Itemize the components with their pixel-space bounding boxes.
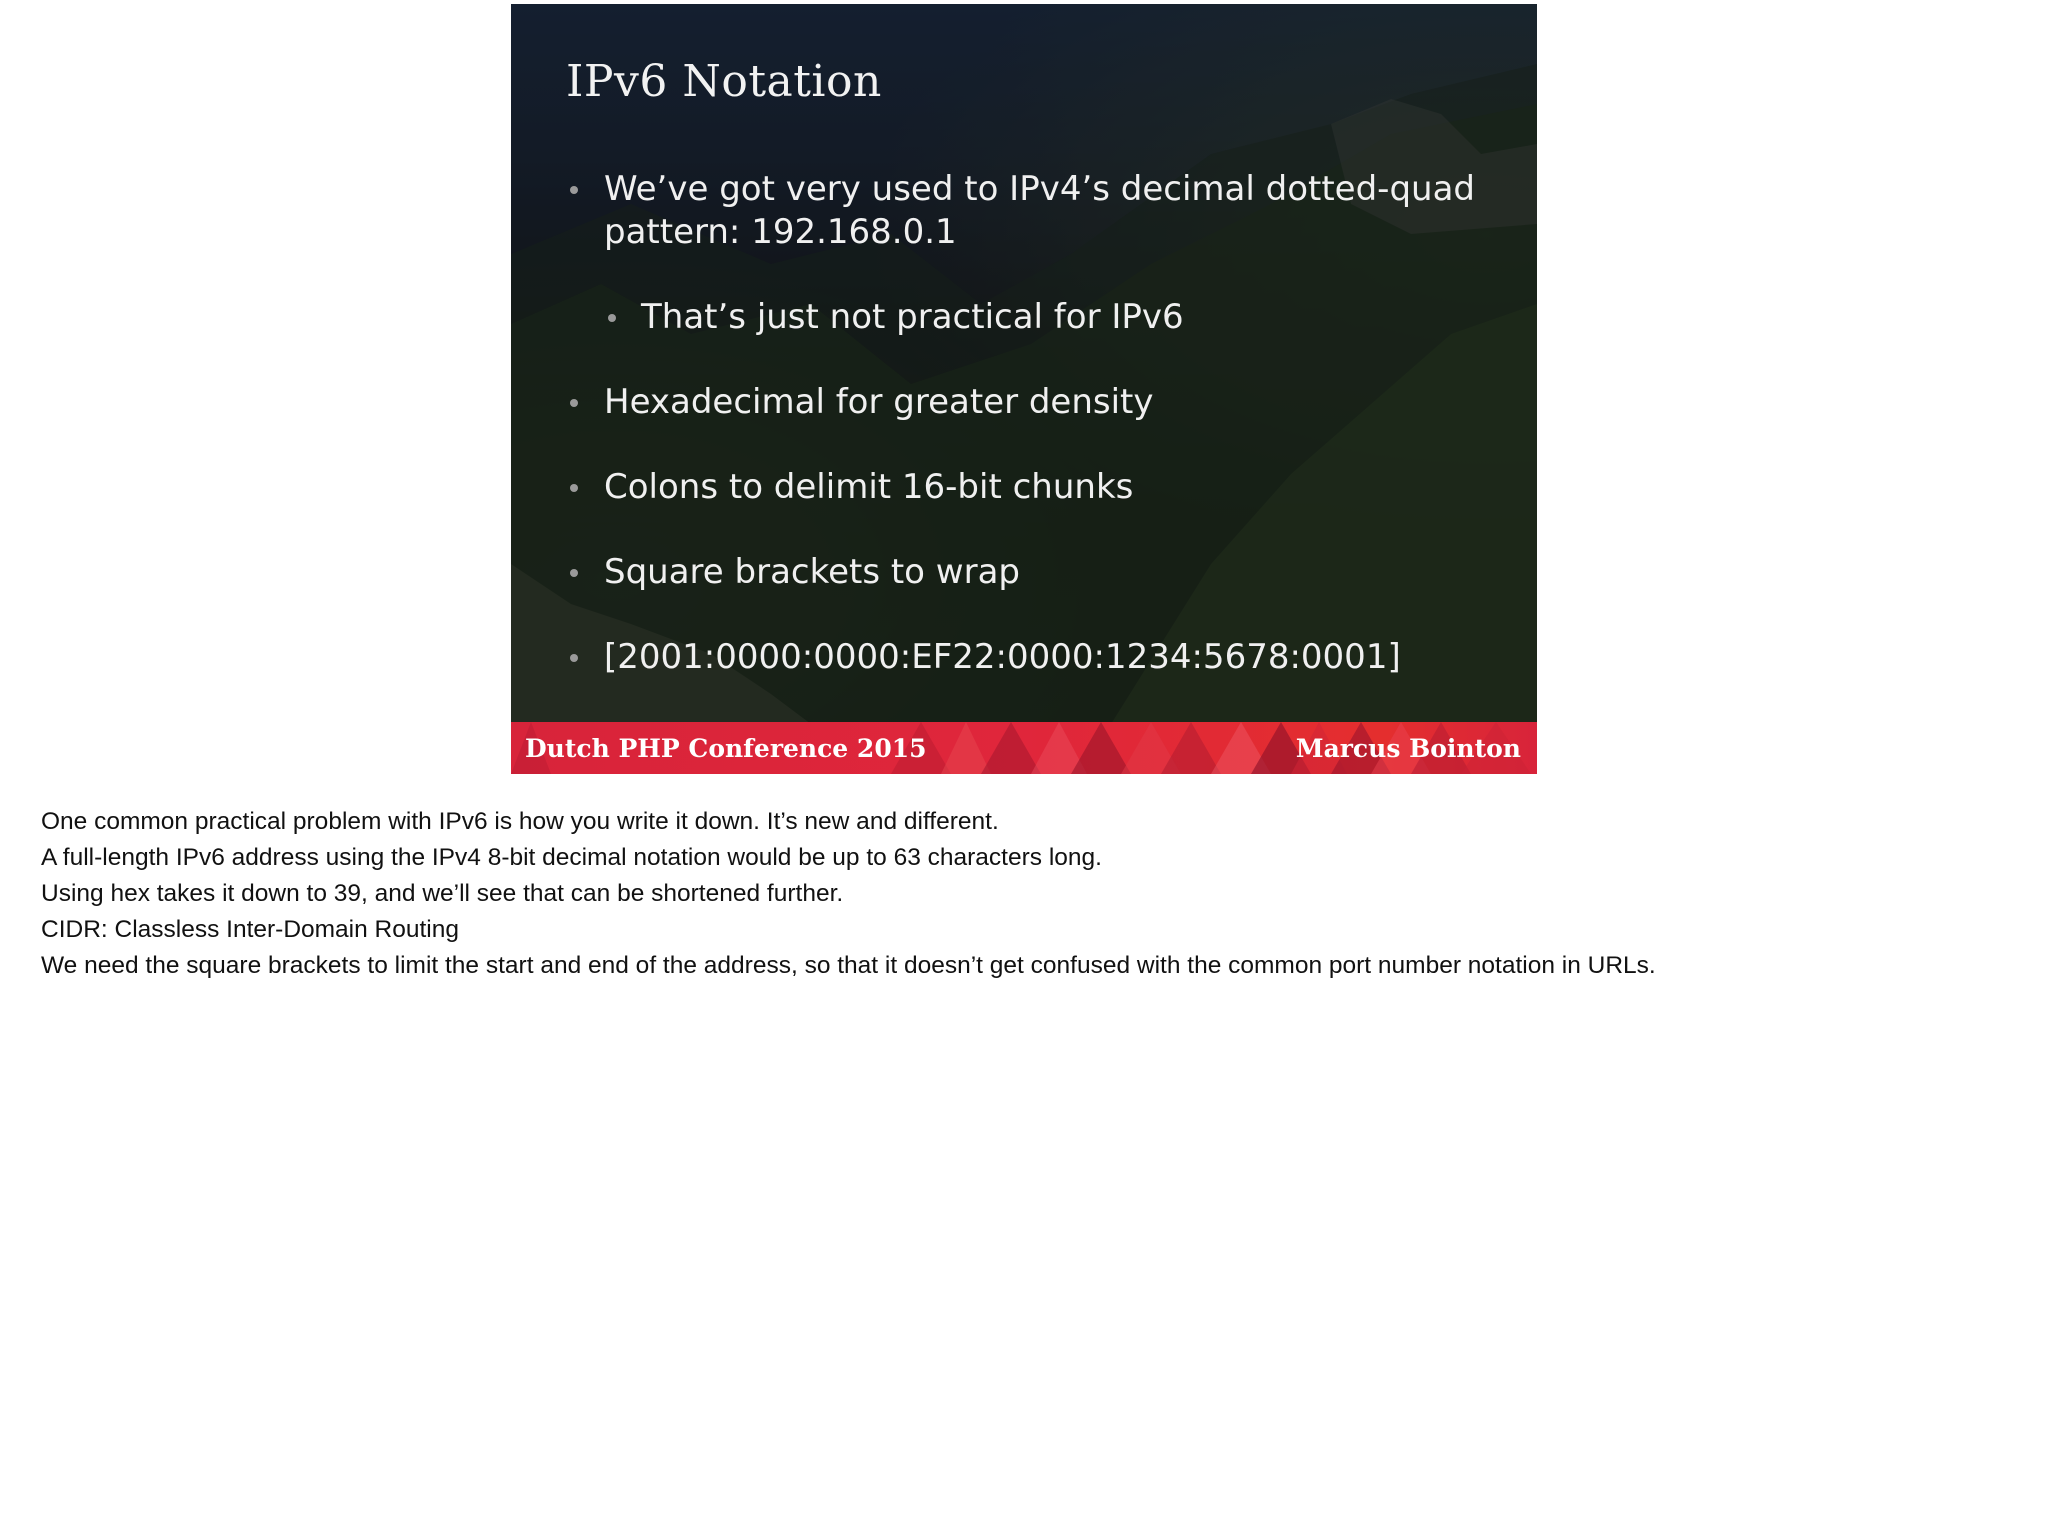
note-line: Using hex takes it down to 39, and we’ll see that can be shortened further. bbox=[41, 880, 844, 907]
note-line: One common practical problem with IPv6 is how you write it down. It’s new and different. bbox=[41, 808, 999, 835]
bullet-text: That’s just not practical for IPv6 bbox=[641, 297, 1184, 337]
bullet-dot-icon bbox=[570, 399, 578, 407]
bullet-item bbox=[566, 636, 1506, 679]
bullet-dot-icon bbox=[570, 186, 578, 194]
sub-bullet-item bbox=[566, 296, 1506, 339]
note-line: We need the square brackets to limit the start and end of the address, so that it doesn’t get confused with the common port number notation in URLs. bbox=[41, 952, 1656, 979]
bullet-text: We’ve got very used to IPv4’s decimal dotted-quad pattern: 192.168.0.1 bbox=[604, 169, 1476, 252]
bullet-text: Colons to delimit 16-bit chunks bbox=[604, 467, 1134, 507]
bullet-item bbox=[566, 168, 1506, 254]
bullet-dot-icon bbox=[608, 314, 616, 322]
bullet-item bbox=[566, 381, 1506, 424]
bullet-item bbox=[566, 466, 1506, 509]
presentation-slide bbox=[511, 4, 1537, 774]
bullet-dot-icon bbox=[570, 484, 578, 492]
bullet-dot-icon bbox=[570, 569, 578, 577]
bullet-text: Square brackets to wrap bbox=[604, 552, 1020, 592]
presenter-notes bbox=[41, 804, 2001, 984]
slide-title: IPv6 Notation bbox=[566, 56, 882, 107]
note-line: CIDR: Classless Inter-Domain Routing bbox=[41, 916, 459, 943]
bullet-list bbox=[566, 168, 1506, 721]
bullet-text: [2001:0000:0000:EF22:0000:1234:5678:0001] bbox=[604, 637, 1401, 677]
bullet-item bbox=[566, 551, 1506, 594]
bullet-text: Hexadecimal for greater density bbox=[604, 382, 1154, 422]
conference-name: Dutch PHP Conference 2015 bbox=[525, 734, 927, 763]
speaker-name: Marcus Bointon bbox=[1295, 734, 1521, 763]
bullet-dot-icon bbox=[570, 654, 578, 662]
slide-footer bbox=[511, 722, 1537, 774]
note-line: A full-length IPv6 address using the IPv4 8-bit decimal notation would be up to 63 characters long. bbox=[41, 844, 1102, 871]
